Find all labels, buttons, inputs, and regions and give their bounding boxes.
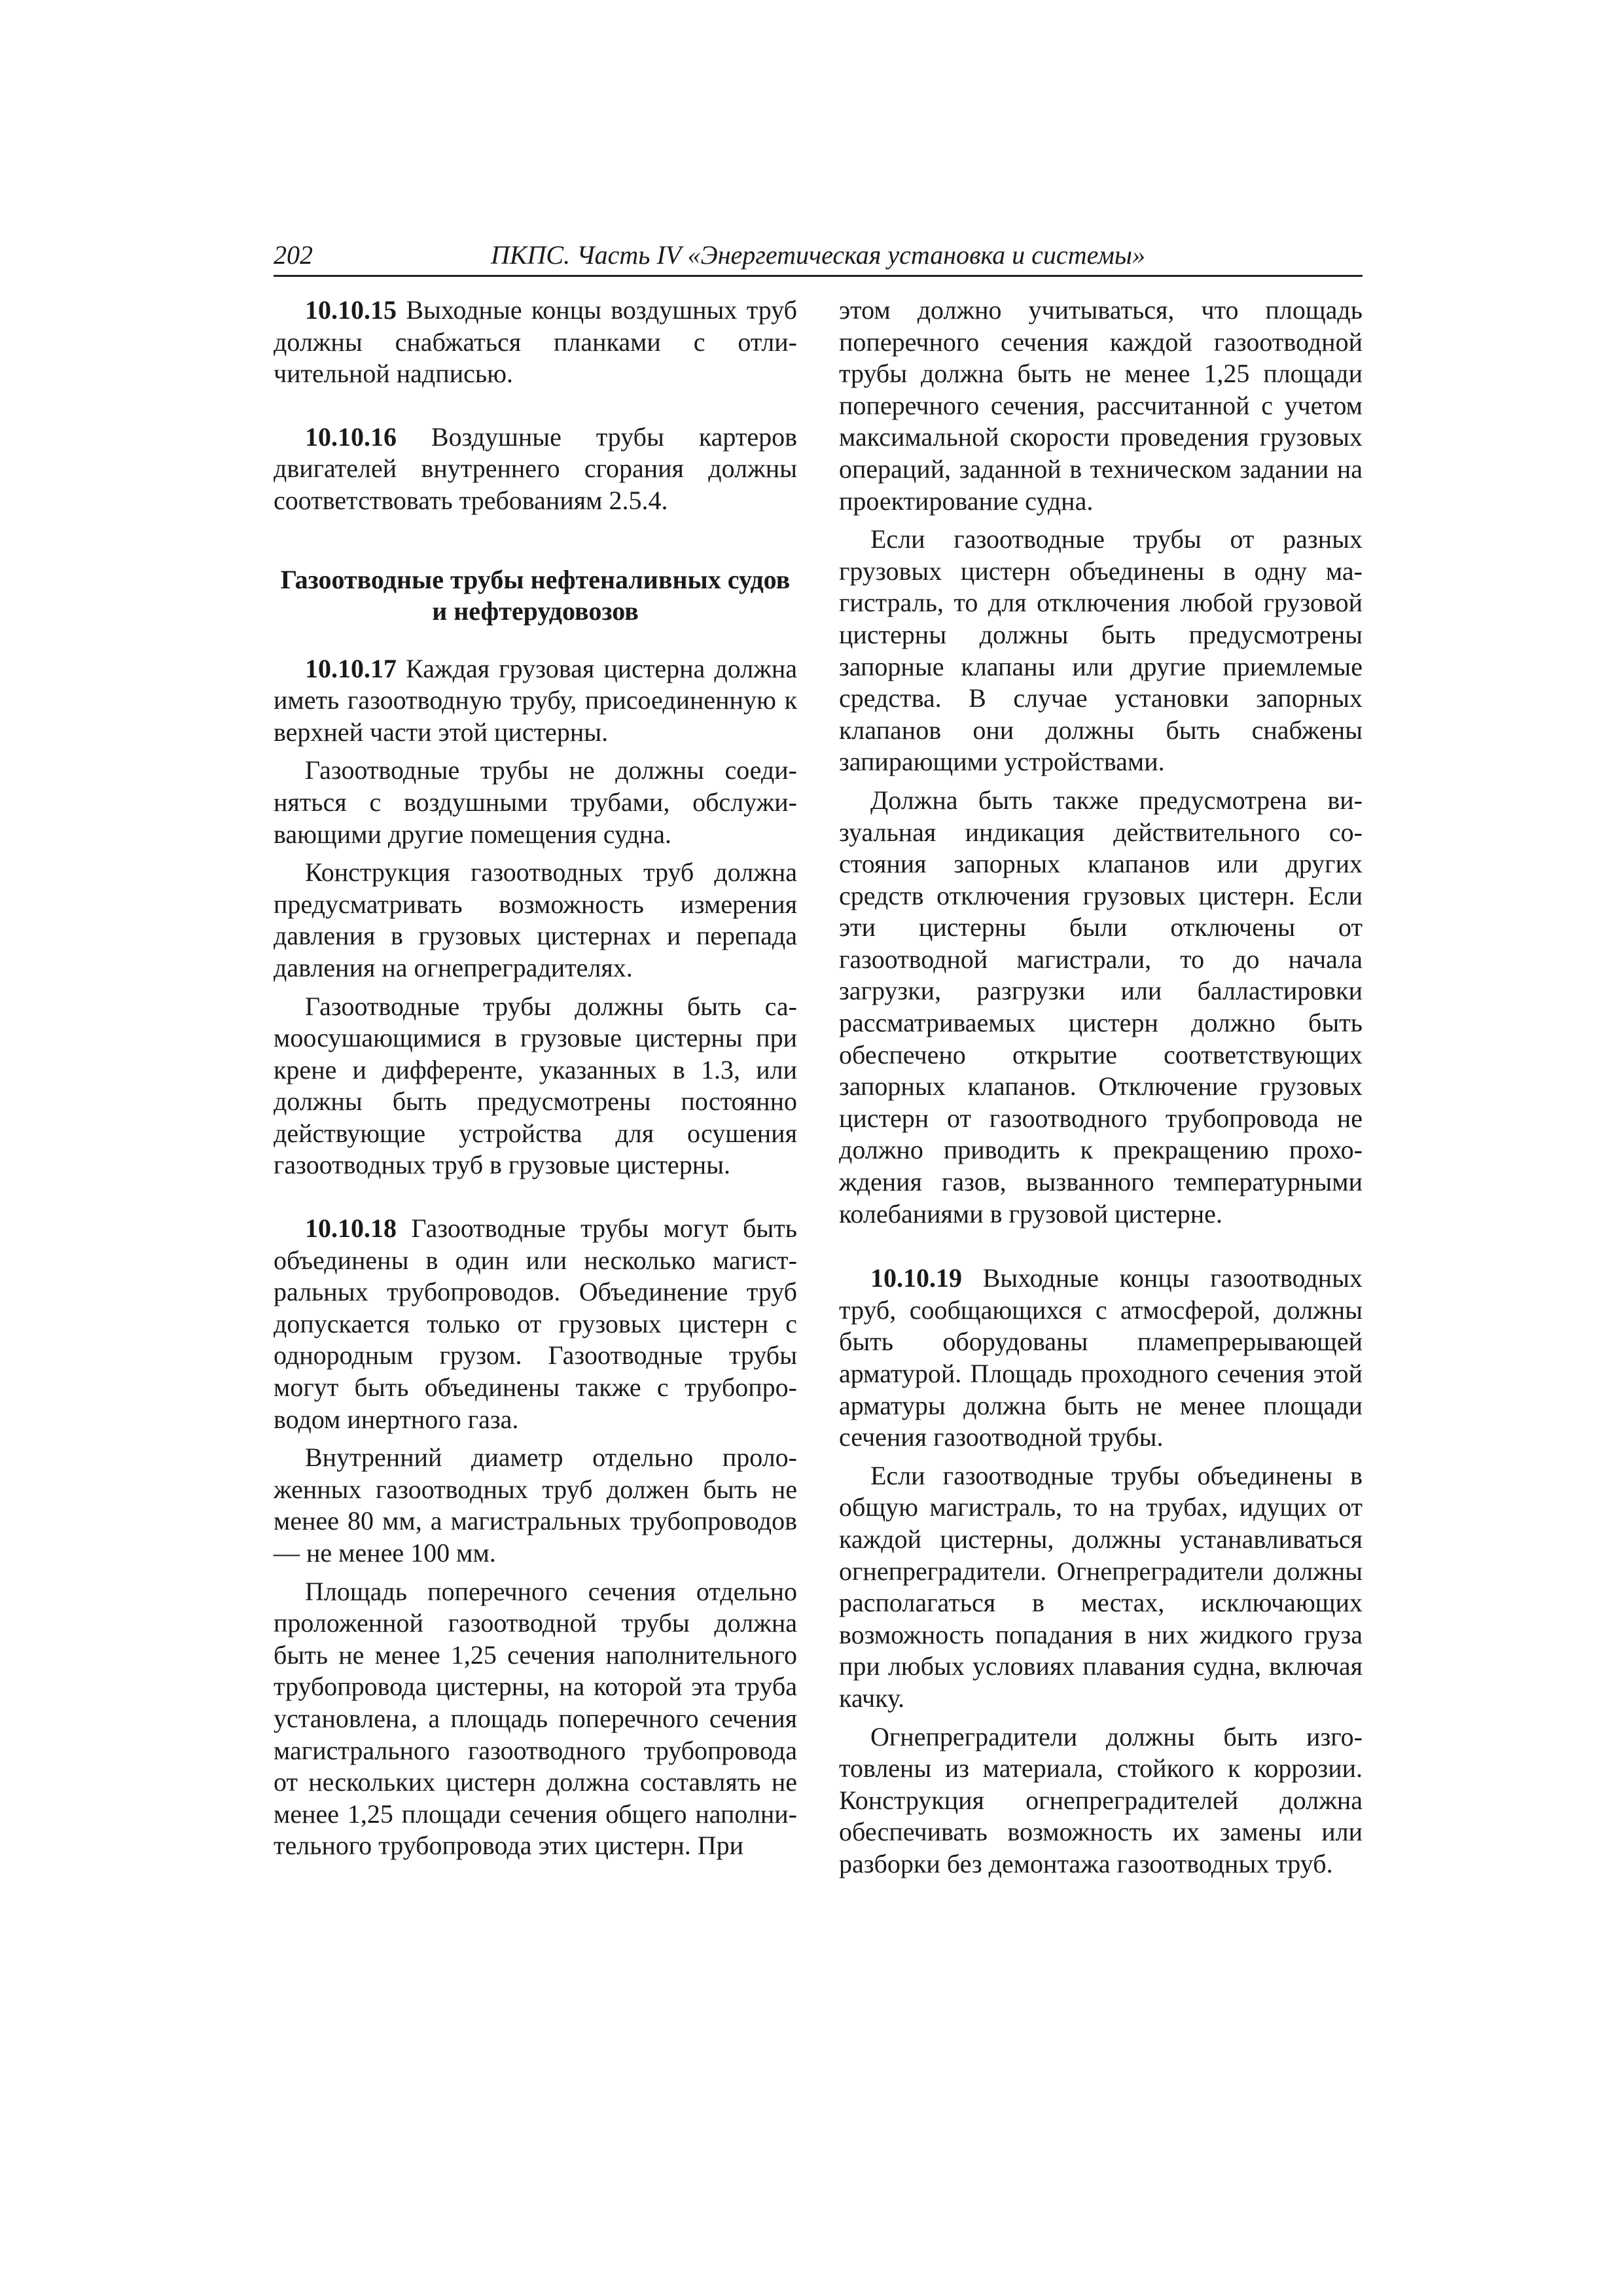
clause-10-10-17 — [274, 653, 797, 749]
page-header — [274, 236, 1363, 277]
paragraph-continuation: этом должно учитываться, что площадь поперечного сечения каждой газоотводной трубы должна быть не менее 1,25 площади поперечного сечения, рассчитанной с учетом максимальной скорости проведения грузовых операций, заданной в техническом задании на проектирование судна. — [839, 295, 1363, 516]
clause-number: 10.10.19 — [870, 1263, 962, 1293]
clause-10-10-15 — [274, 295, 797, 390]
clause-text: Выходные концы воздушных труб должны снабжаться планками с отличительной надписью. — [274, 295, 797, 389]
running-title: ПКПС. Часть IV «Энергетическая установка и системы» — [491, 240, 1145, 270]
right-column — [839, 295, 1363, 1887]
clause-10-10-18 — [274, 1213, 797, 1435]
clause-number: 10.10.16 — [305, 422, 397, 452]
paragraph: Если газоотводные трубы от разных грузовых цистерн объединены в одну магистраль, то для отключения любой грузовой цистерны должны быть предусмотрены запорные клапаны или другие приемлемые средства. В случае установки запорных клапанов они должны быть снабжены запирающими устройствами. — [839, 524, 1363, 777]
paragraph: Площадь поперечного сечения отдельно проложенной газоотводной трубы должна быть не менее 1,25 сечения наполнительного трубопровода цистерны, на которой эта труба установлена, а площадь поперечного сечения магистрального газоотводного трубопровода от нескольких цистерн должна составлять не менее 1,25 площади сечения общего наполнительного трубопровода этих цистерн. При — [274, 1576, 797, 1861]
clause-10-10-19 — [839, 1263, 1363, 1454]
paragraph: Должна быть также предусмотрена визуальная индикация действительного состояния запорных клапанов или других средств отключения грузовых цистерн. Если эти цистерны были отключены от газоотводной магистрали, то до начала загрузки, разгрузки или балластировки рассматриваемых цистерн должно быть обеспечено открытие соответствующих запорных клапанов. Отключение грузовых цистерн от газоотводного трубопровода не должно приводить к прекращению прохождения газов, вызванного температурными колебаниями в грузовой цистерне. — [839, 785, 1363, 1229]
clause-10-10-16 — [274, 422, 797, 517]
clause-text: Выходные концы газоотводных труб, сообщающихся с атмосферой, должны быть оборудованы пламепрерывающей арматурой. Площадь проходного сечения этой арматуры должна быть не менее площади сечения газоотводной трубы. — [839, 1263, 1363, 1452]
paragraph: Внутренний диаметр отдельно проложенных газоотводных труб должен быть не менее 80 мм, а магистральных трубопроводов — не менее 100 мм. — [274, 1443, 797, 1568]
section-heading: Газоотводные трубы нефтеналивных судов и нефтерудовозов — [280, 564, 791, 626]
paragraph: Конструкция газоотводных труб должна предусматривать возможность измерения давления в грузовых цистернах и перепада давления на огнепреградителях. — [274, 857, 797, 982]
paragraph: Газоотводные трубы не должны соединяться с воздушными трубами, обслуживающими другие помещения судна. — [274, 755, 797, 849]
clause-number: 10.10.18 — [305, 1213, 397, 1244]
clause-text: Каждая грузовая цистерна должна иметь газоотводную трубу, присоединенную к верхней части этой цистерны. — [274, 653, 797, 747]
left-column — [274, 295, 797, 1869]
paragraph: Огнепреградители должны быть изготовлены из материала, стойкого к коррозии. Конструкция огнепреградителей должна обеспечивать возможность их замены или разборки без демонтажа газоотводных труб. — [839, 1721, 1363, 1878]
clause-number: 10.10.15 — [305, 295, 397, 325]
clause-text: Воздушные трубы картеров двигателей внутреннего сгорания должны соответствовать требованиям 2.5.4. — [274, 422, 797, 515]
clause-text: Газоотводные трубы могут быть объединены в один или несколько магистральных трубопроводов. Объединение труб допускается только от грузовых цистерн с однородным грузом. Газоотводные трубы могут быть объединены также с трубопроводом инертного газа. — [274, 1213, 797, 1434]
paragraph: Газоотводные трубы должны быть самоосушающимися в грузовые цистерны при крене и дифференте, указанных в 1.3, или должны быть предусмотрены постоянно действующие устройства для осушения газоотводных труб в грузовые цистерны. — [274, 991, 797, 1180]
page-number: 202 — [274, 240, 313, 270]
clause-number: 10.10.17 — [305, 653, 397, 683]
paragraph: Если газоотводные трубы объединены в общую магистраль, то на трубах, идущих от каждой цистерны, должны устанавливаться огнепреградители. Огнепреградители должны располагаться в местах, исключающих возможность попадания в них жидкого груза при любых условиях плавания судна, включая качку. — [839, 1460, 1363, 1713]
